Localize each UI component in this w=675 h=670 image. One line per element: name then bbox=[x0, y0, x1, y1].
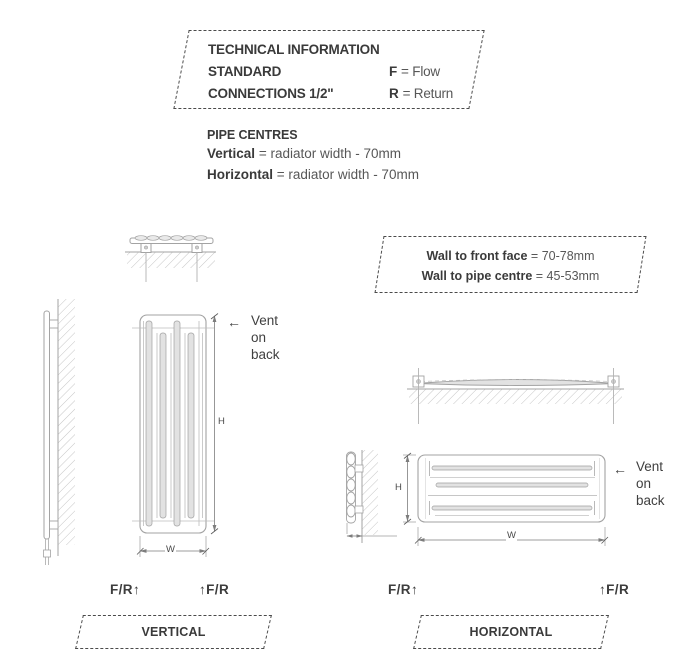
standard-row bbox=[208, 61, 477, 83]
vertical-vent-annotation bbox=[251, 312, 280, 363]
horizontal-flow-return-right: ↑F/R bbox=[599, 582, 630, 597]
wall-pipe-centre-value: = 45-53mm bbox=[535, 268, 600, 283]
vent-line: back bbox=[251, 347, 280, 362]
connections-row bbox=[208, 83, 477, 105]
pipe-centres-horizontal-label: Horizontal bbox=[207, 166, 273, 182]
pipe-centres-heading: PIPE CENTRES bbox=[207, 128, 298, 142]
vent-arrow-icon: ← bbox=[613, 461, 627, 477]
horizontal-height-dim-label: H bbox=[395, 482, 402, 493]
horizontal-caption-label: HORIZONTAL bbox=[469, 625, 553, 639]
pipe-centres-vertical-value: = radiator width - 70mm bbox=[258, 146, 401, 161]
pipe-centres bbox=[207, 127, 419, 185]
legend-value-return: = Return bbox=[402, 86, 454, 101]
connections-label: CONNECTIONS 1/2" bbox=[208, 86, 334, 101]
vent-line: Vent bbox=[251, 313, 279, 328]
wall-front-face-label: Wall to front face bbox=[426, 249, 528, 263]
horizontal-front-view bbox=[418, 455, 605, 522]
vertical-flow-return-left: F/R↑ bbox=[110, 582, 141, 597]
vertical-caption-box bbox=[79, 615, 268, 649]
legend-value-flow: = Flow bbox=[401, 64, 440, 79]
pipe-centres-vertical-label: Vertical bbox=[207, 146, 256, 161]
horizontal-side-view bbox=[347, 450, 398, 543]
technical-info-box bbox=[181, 30, 477, 109]
vertical-front-view bbox=[132, 315, 214, 533]
horizontal-width-dim-label: W bbox=[507, 530, 516, 541]
legend-key-r: R bbox=[389, 86, 399, 101]
vent-line: Vent bbox=[636, 459, 664, 474]
horizontal-vent-annotation bbox=[636, 458, 665, 509]
vertical-top-view bbox=[125, 236, 216, 282]
wall-front-face-line bbox=[379, 247, 642, 267]
vent-line: on bbox=[636, 476, 652, 491]
wall-pipe-centre-label: Wall to pipe centre bbox=[421, 268, 533, 283]
horizontal-top-view bbox=[407, 368, 624, 424]
vertical-caption-label: VERTICAL bbox=[141, 625, 206, 639]
technical-info-title: TECHNICAL INFORMATION bbox=[208, 42, 380, 57]
vertical-height-dim-label: H bbox=[218, 416, 225, 427]
vertical-side-view bbox=[44, 299, 76, 565]
vent-arrow-icon: ← bbox=[227, 314, 241, 330]
pipe-centres-vertical-line bbox=[207, 144, 419, 165]
pipe-centres-horizontal-line bbox=[207, 165, 419, 186]
horizontal-flow-return-left: F/R↑ bbox=[388, 582, 419, 597]
vertical-width-dim-label: W bbox=[166, 544, 175, 555]
vertical-flow-return-right: ↑F/R bbox=[199, 582, 230, 597]
standard-label: STANDARD bbox=[208, 64, 282, 79]
vent-line: on bbox=[251, 330, 267, 345]
wall-distances-box bbox=[379, 236, 642, 293]
legend-key-f: F bbox=[389, 64, 398, 79]
wall-pipe-centre-line bbox=[379, 267, 642, 287]
pipe-centres-horizontal-value: = radiator width - 70mm bbox=[276, 166, 419, 182]
horizontal-caption-box bbox=[417, 615, 605, 649]
vent-line: back bbox=[636, 493, 665, 508]
wall-front-face-value: = 70-78mm bbox=[530, 249, 595, 263]
